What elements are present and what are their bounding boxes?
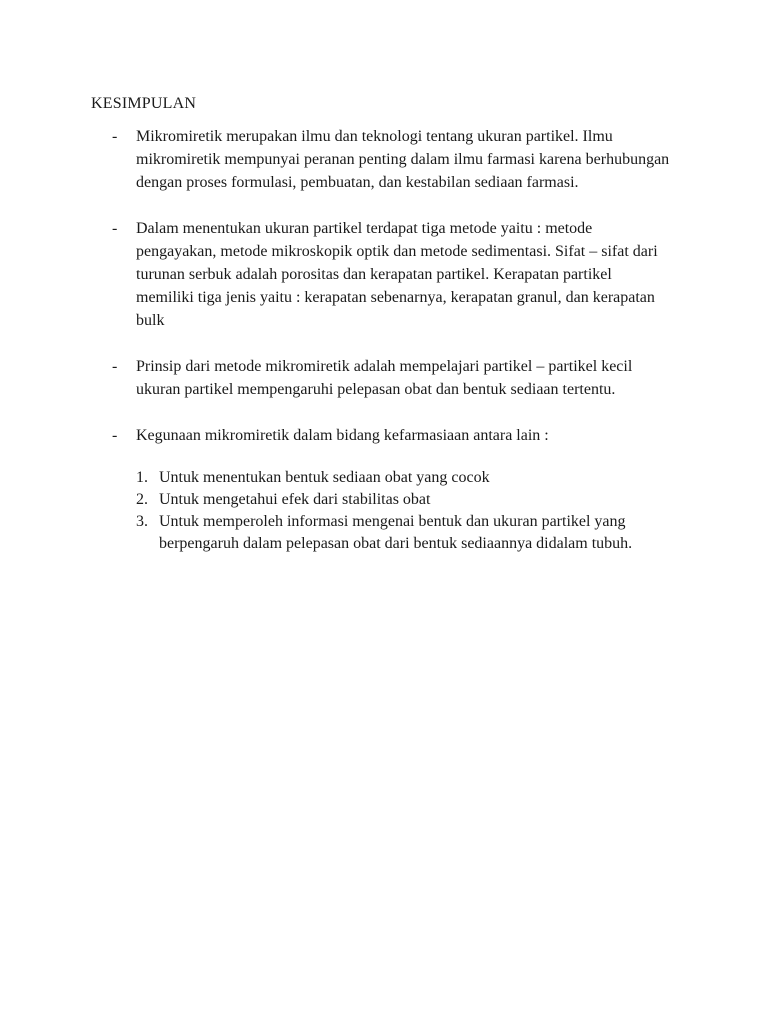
numbered-item-text: Untuk menentukan bentuk sediaan obat yang cocok: [159, 469, 490, 486]
list-item: [112, 355, 672, 401]
number-label: 2.: [136, 491, 148, 508]
conclusion-list: [112, 125, 672, 578]
dash-marker: -: [112, 427, 118, 444]
page-title: KESIMPULAN: [91, 95, 197, 112]
list-item-text: Prinsip dari metode mikromiretik adalah mempelajari partikel – partikel kecil ukuran partikel mempengaruhi pelepasan obat dan bentuk sediaan tertentu.: [136, 358, 633, 398]
list-item-text: Dalam menentukan ukuran partikel terdapat tiga metode yaitu : metode pengayakan, metode mikroskopik optik dan metode sedimentasi. Sifat – sifat dari turunan serbuk adalah porositas dan kerapatan partikel. Kerapatan partikel memiliki tiga jenis yaitu : kerapatan sebenarnya, kerapatan granul, dan kerapatan bulk: [136, 220, 658, 329]
numbered-item: [136, 511, 672, 555]
numbered-item: [136, 467, 672, 489]
list-item: [112, 217, 672, 332]
list-item: [112, 424, 672, 555]
number-label: 1.: [136, 469, 148, 486]
list-item: [112, 125, 672, 194]
list-item-text: Kegunaan mikromiretik dalam bidang kefarmasiaan antara lain :: [136, 427, 549, 444]
dash-marker: -: [112, 128, 118, 145]
numbered-item-text: Untuk memperoleh informasi mengenai bentuk dan ukuran partikel yang berpengaruh dalam pelepasan obat dari bentuk sediaannya didalam tubuh.: [159, 513, 633, 552]
number-label: 3.: [136, 513, 148, 530]
numbered-item-text: Untuk mengetahui efek dari stabilitas obat: [159, 491, 431, 508]
list-item-text: Mikromiretik merupakan ilmu dan teknologi tentang ukuran partikel. Ilmu mikromiretik mempunyai peranan penting dalam ilmu farmasi karena berhubungan dengan proses formulasi, pembuatan, dan kestabilan sediaan farmasi.: [136, 128, 670, 191]
numbered-item: [136, 489, 672, 511]
uses-numbered-list: [136, 467, 672, 555]
dash-marker: -: [112, 220, 118, 237]
dash-marker: -: [112, 358, 118, 375]
